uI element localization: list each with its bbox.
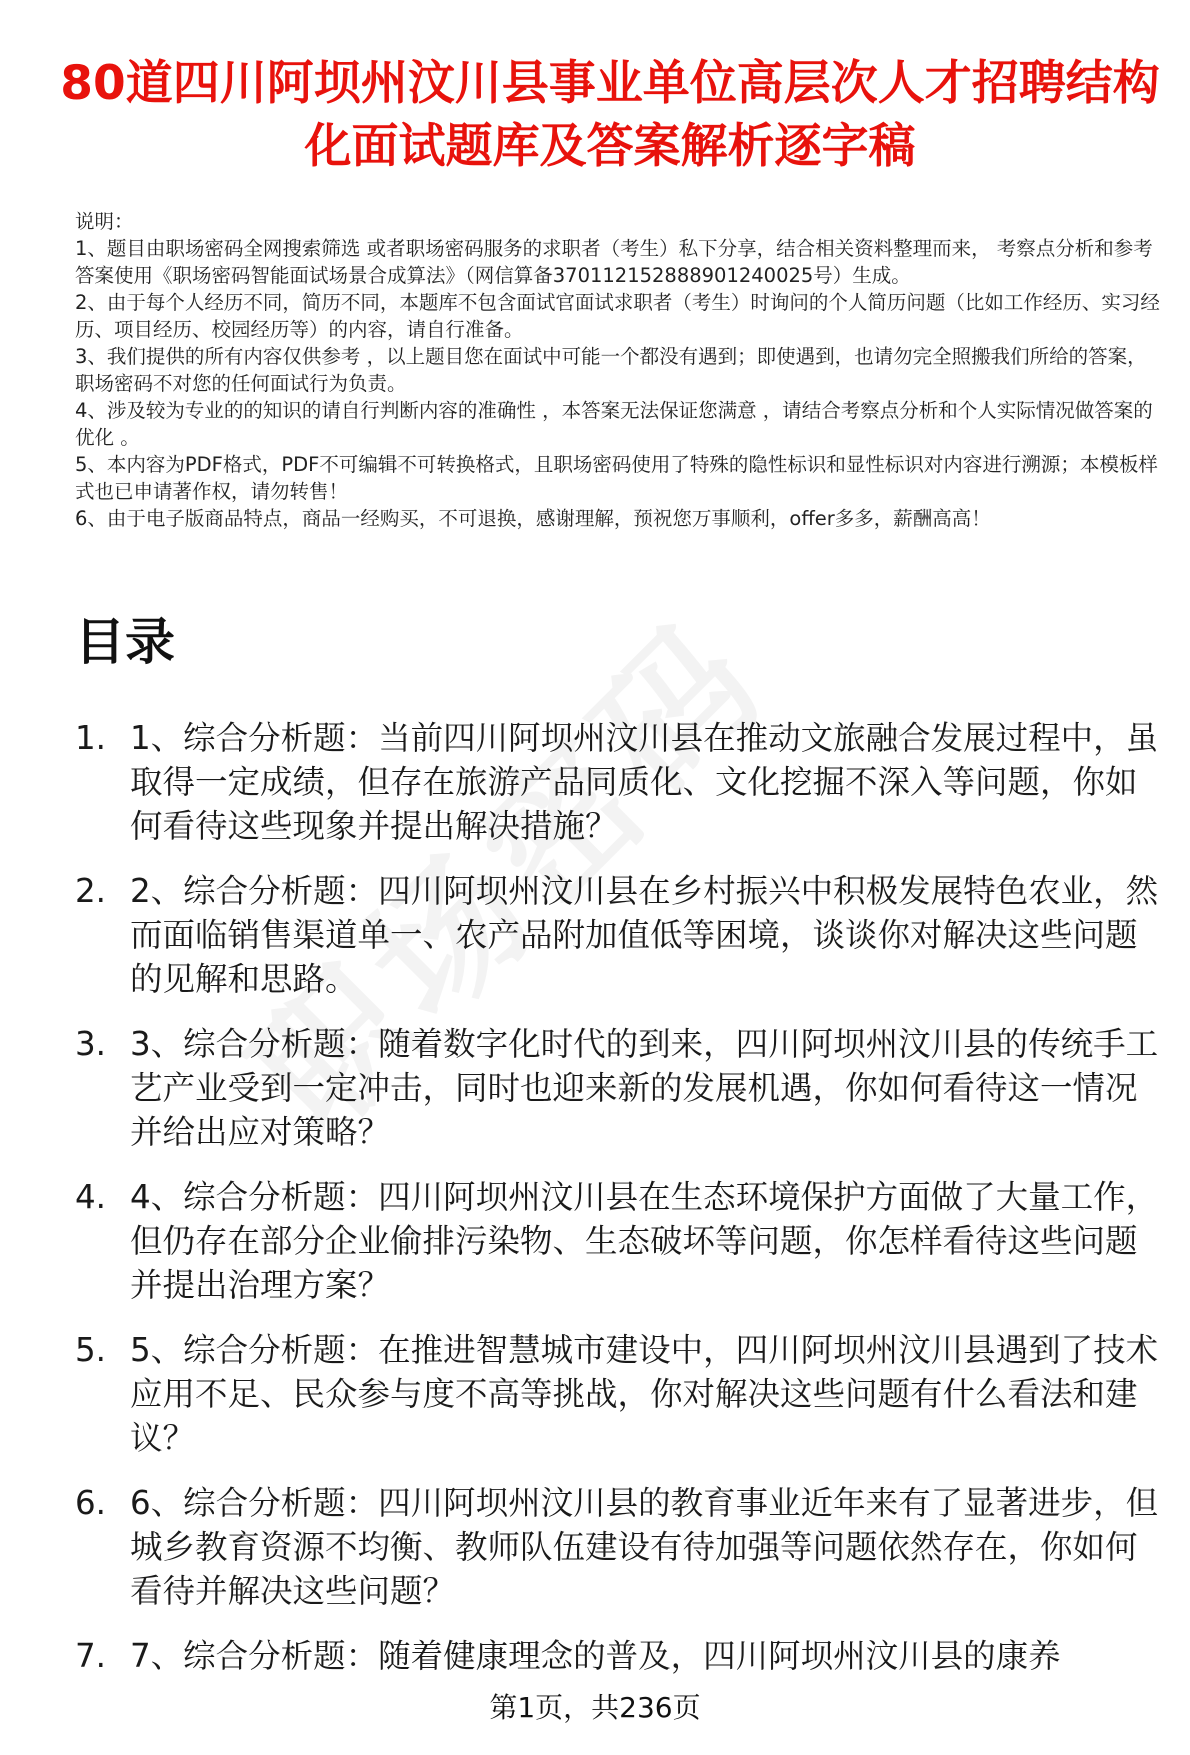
toc-item-text[interactable]: 4、综合分析题：四川阿坝州汶川县在生态环境保护方面做了大量工作，但仍存在部分企业偷排污染物、生态破坏等问题，你怎样看待这些问题并提出治理方案？	[130, 1178, 1159, 1304]
toc-item-number: 5.	[75, 1331, 107, 1369]
toc-item-number: 7.	[75, 1637, 107, 1675]
toc-item[interactable]	[75, 1634, 1165, 1678]
toc-item-text[interactable]: 1、综合分析题：当前四川阿坝州汶川县在推动文旅融合发展过程中，虽取得一定成绩，但存在旅游产品同质化、文化挖掘不深入等问题，你如何看待这些现象并提出解决措施？	[130, 719, 1159, 845]
toc-item-number: 1.	[75, 719, 107, 757]
note-item: 6、由于电子版商品特点，商品一经购买，不可退换，感谢理解，预祝您万事顺利，offer多多，薪酬高高！	[75, 507, 991, 530]
document-title: 80道四川阿坝州汶川县事业单位高层次人才招聘结构化面试题库及答案解析逐字稿	[60, 56, 1160, 174]
toc-item-text[interactable]: 5、综合分析题：在推进智慧城市建设中，四川阿坝州汶川县遇到了技术应用不足、民众参与度不高等挑战，你对解决这些问题有什么看法和建议？	[130, 1331, 1159, 1457]
note-item: 2、由于每个人经历不同，简历不同，本题库不包含面试官面试求职者（考生）时询问的个人简历问题（比如工作经历、实习经历、项目经历、校园经历等）的内容，请自行准备。	[75, 291, 1160, 341]
toc-item[interactable]	[75, 869, 1165, 1001]
notes-section	[75, 208, 1165, 532]
page-number: 第1页，共236页	[489, 1691, 701, 1724]
toc-item[interactable]	[75, 1022, 1165, 1154]
toc-item-number: 4.	[75, 1178, 107, 1216]
toc-item[interactable]	[75, 1175, 1165, 1307]
toc-item-number: 3.	[75, 1025, 107, 1063]
toc-item-text[interactable]: 7、综合分析题：随着健康理念的普及，四川阿坝州汶川县的康养	[130, 1637, 1061, 1675]
note-item: 5、本内容为PDF格式，PDF不可编辑不可转换格式，且职场密码使用了特殊的隐性标识和显性标识对内容进行溯源；本模板样式也已申请著作权，请勿转售！	[75, 453, 1158, 503]
toc-item-text[interactable]: 6、综合分析题：四川阿坝州汶川县的教育事业近年来有了显著进步，但城乡教育资源不均衡、教师队伍建设有待加强等问题依然存在，你如何看待并解决这些问题？	[130, 1484, 1159, 1610]
toc-item-text[interactable]: 3、综合分析题：随着数字化时代的到来，四川阿坝州汶川县的传统手工艺产业受到一定冲击，同时也迎来新的发展机遇，你如何看待这一情况并给出应对策略？	[130, 1025, 1159, 1151]
toc-item[interactable]	[75, 1328, 1165, 1460]
note-item: 3、我们提供的所有内容仅供参考 ，以上题目您在面试中可能一个都没有遇到；即使遇到，也请勿完全照搬我们所给的答案，职场密码不对您的任何面试行为负责。	[75, 345, 1147, 395]
note-item: 1、题目由职场密码全网搜索筛选 或者职场密码服务的求职者（考生）私下分享，结合相关资料整理而来， 考察点分析和参考答案使用《职场密码智能面试场景合成算法》（网信算备370112152888901240025号）生成。	[75, 237, 1153, 287]
notes-label: 说明：	[75, 210, 134, 233]
note-item: 4、涉及较为专业的的知识的请自行判断内容的准确性 ，本答案无法保证您满意 ，请结合考察点分析和个人实际情况做答案的优化 。	[75, 399, 1153, 449]
toc-item[interactable]	[75, 1481, 1165, 1613]
toc-item-number: 2.	[75, 872, 107, 910]
toc-item[interactable]	[75, 716, 1165, 848]
toc-list	[75, 716, 1165, 1699]
toc-item-number: 6.	[75, 1484, 107, 1522]
toc-item-text[interactable]: 2、综合分析题：四川阿坝州汶川县在乡村振兴中积极发展特色农业，然而面临销售渠道单一、农产品附加值低等困境，谈谈你对解决这些问题的见解和思路。	[130, 872, 1159, 998]
toc-heading: 目录	[75, 613, 175, 671]
